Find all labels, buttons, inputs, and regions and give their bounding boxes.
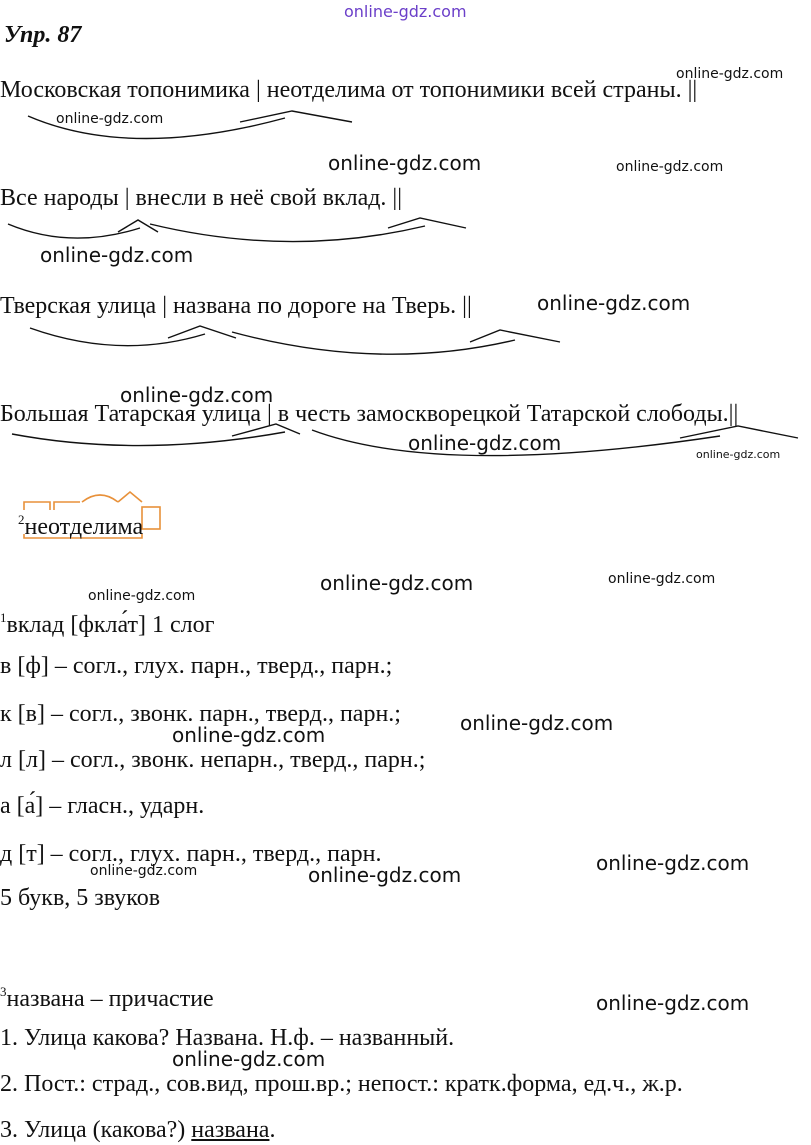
morphemic-word-text: неотделима	[24, 514, 144, 540]
phonetic-line: а [а́] – гласн., ударн.	[0, 793, 205, 819]
line3-prefix: 3. Улица (какова?)	[0, 1117, 192, 1143]
watermark: online-gdz.com	[40, 243, 194, 267]
phonetic-line: в [ф] – согл., глух. парн., тверд., парн.;	[0, 653, 393, 679]
line3-suffix: .	[269, 1117, 276, 1143]
watermark: online-gdz.com	[537, 291, 691, 315]
suffix-mark	[118, 492, 142, 502]
exercise-title: Упр. 87	[4, 22, 82, 48]
phonetic-line: л [л] – согл., звонк. непарн., тверд., парн.;	[0, 747, 426, 773]
triangle-mark	[388, 218, 466, 228]
watermark: online-gdz.com	[696, 448, 781, 461]
watermark: online-gdz.com	[408, 431, 562, 455]
watermark: online-gdz.com	[460, 711, 614, 735]
watermark: online-gdz.com	[596, 851, 750, 875]
watermark: online-gdz.com	[608, 571, 716, 587]
watermark: online-gdz.com	[172, 723, 326, 747]
footnote-index: 1	[0, 610, 7, 625]
phonetic-line: к [в] – согл., звонк. парн., тверд., парн.;	[0, 701, 401, 727]
arc-mark	[150, 224, 425, 242]
phonetic-line: д [т] – согл., глух. парн., тверд., парн.	[0, 841, 382, 867]
sentence-2: Все народы | внесли в неё свой вклад. ||	[0, 185, 403, 211]
arc-mark	[28, 116, 285, 139]
watermark: online-gdz.com	[120, 383, 274, 407]
arc-mark	[30, 328, 205, 346]
watermark: online-gdz.com	[676, 66, 784, 82]
watermark: online-gdz.com	[308, 863, 462, 887]
watermark-top: online-gdz.com	[344, 2, 467, 21]
footnote-index: 3	[0, 984, 7, 999]
arc-mark	[12, 432, 285, 446]
watermark: online-gdz.com	[328, 151, 482, 175]
ending-mark	[142, 507, 160, 529]
triangle-mark	[118, 220, 158, 232]
sentence-3: Тверская улица | названа по дороге на Тверь. ||	[0, 293, 472, 319]
sentence-1: Московская топонимика | неотделима от топонимики всей страны. ||	[0, 77, 698, 103]
morphological-header	[0, 978, 214, 1013]
root-mark	[82, 495, 118, 502]
predicate-word: названа	[191, 1117, 270, 1143]
watermark: online-gdz.com	[172, 1047, 326, 1071]
morphological-header-text: названа – причастие	[6, 986, 214, 1012]
watermark: online-gdz.com	[616, 159, 724, 175]
phonetic-summary: 5 букв, 5 звуков	[0, 885, 161, 911]
arc-mark	[312, 430, 720, 456]
watermark: online-gdz.com	[56, 111, 164, 127]
triangle-mark	[680, 426, 798, 438]
triangle-mark	[240, 111, 352, 122]
arc-mark	[232, 332, 515, 354]
watermark: online-gdz.com	[320, 571, 474, 595]
morphemic-word	[18, 506, 143, 541]
morphological-line: 2. Пост.: страд., сов.вид, прош.вр.; непост.: кратк.форма, ед.ч., ж.р.	[0, 1071, 683, 1097]
triangle-mark	[168, 326, 236, 338]
phonetic-header-text: вклад [фкла́т] 1 слог	[6, 612, 215, 638]
watermark: online-gdz.com	[596, 991, 750, 1015]
watermark: online-gdz.com	[90, 863, 198, 879]
footnote-index: 2	[18, 512, 25, 527]
phonetic-header	[0, 604, 215, 639]
morphological-line: 1. Улица какова? Названа. Н.ф. – названный.	[0, 1025, 455, 1051]
sentence-4: Большая Татарская улица | в честь замоскворецкой Татарской слободы.||	[0, 401, 739, 427]
triangle-mark	[232, 424, 300, 436]
watermark: online-gdz.com	[88, 588, 196, 604]
morphological-line	[0, 1116, 275, 1144]
